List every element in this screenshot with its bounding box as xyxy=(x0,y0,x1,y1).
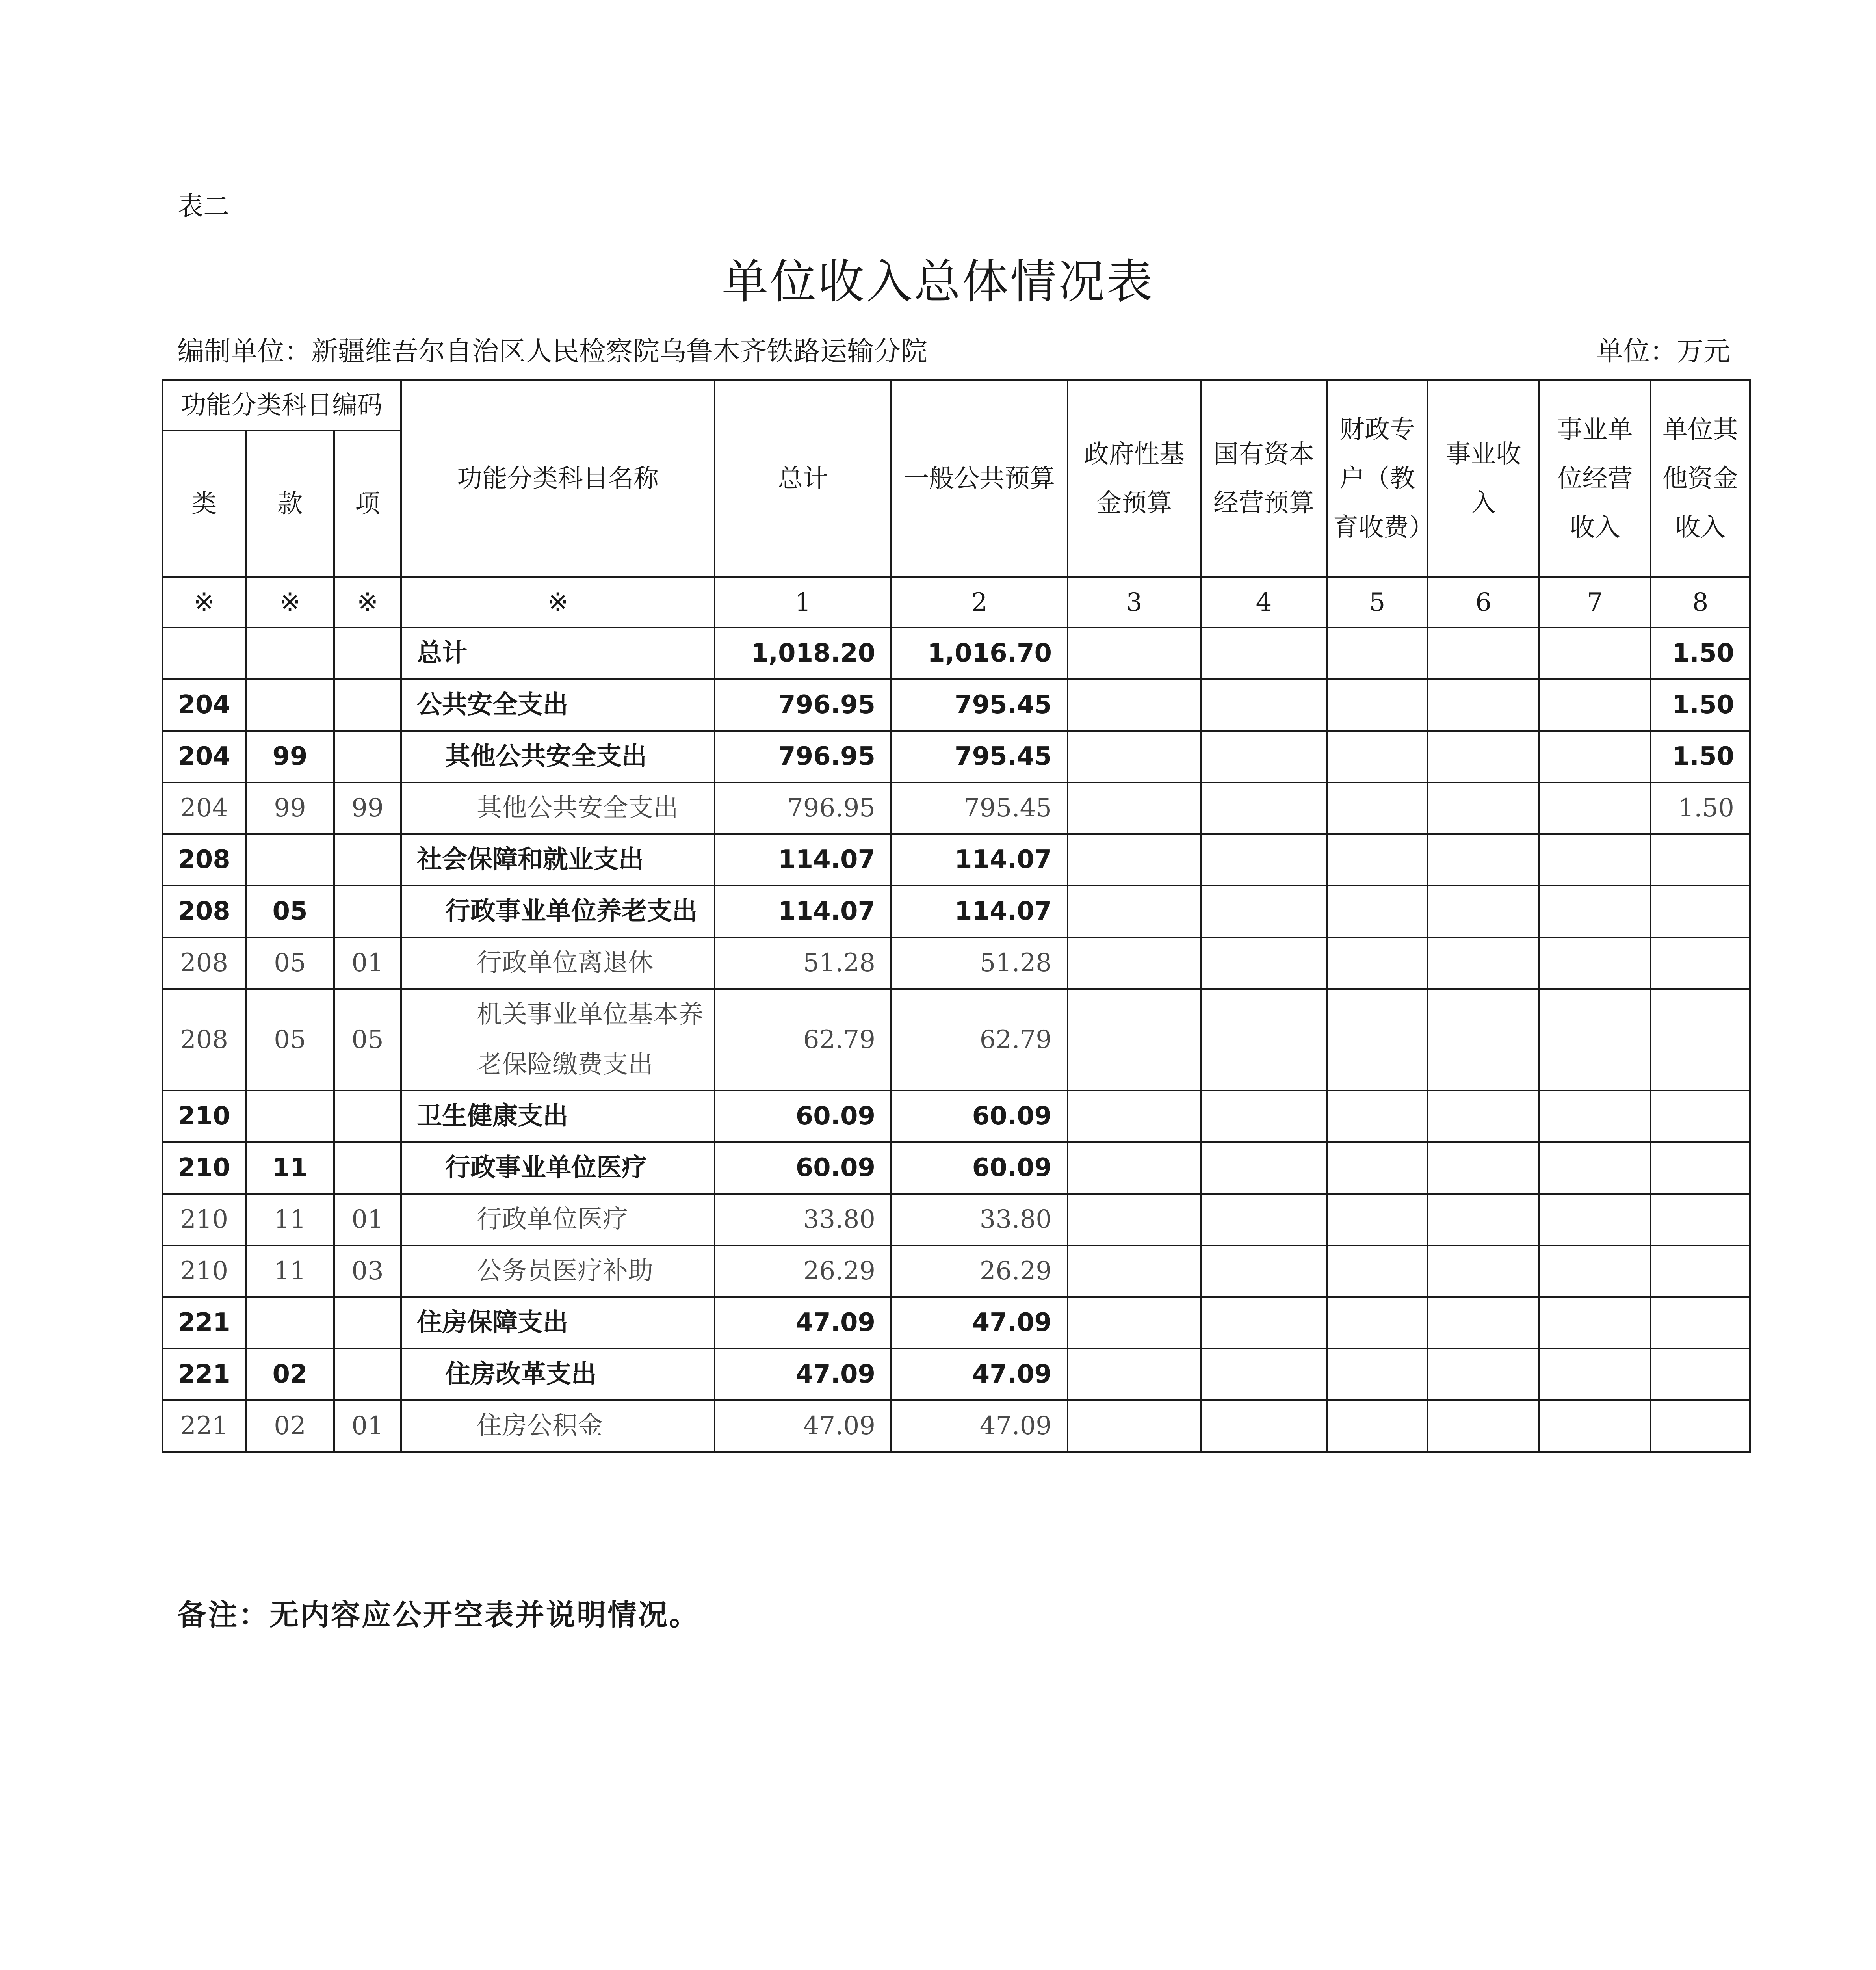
cell-name: 其他公共安全支出 xyxy=(401,731,715,782)
cell-xiang: 03 xyxy=(334,1245,401,1297)
cell-lei: 208 xyxy=(162,989,246,1091)
cell-total: 114.07 xyxy=(715,886,891,937)
cell-xiang xyxy=(334,1297,401,1349)
header-general-budget: 一般公共预算 xyxy=(891,380,1068,577)
header-lei: 类 xyxy=(162,431,246,577)
cell-gov-fund xyxy=(1068,834,1201,886)
table-row xyxy=(162,1194,1750,1245)
cell-kuan xyxy=(246,1091,334,1142)
cell-lei: 210 xyxy=(162,1091,246,1142)
index-cell: 4 xyxy=(1201,577,1327,628)
income-table xyxy=(162,379,1751,1453)
cell-name: 卫生健康支出 xyxy=(401,1091,715,1142)
cell-total: 796.95 xyxy=(715,679,891,731)
header-xiang: 项 xyxy=(334,431,401,577)
cell-fiscal-special xyxy=(1327,1297,1428,1349)
cell-other xyxy=(1651,1142,1750,1194)
cell-name: 总计 xyxy=(401,628,715,679)
unit-line: 单位：万元 xyxy=(1596,336,1730,367)
cell-kuan: 05 xyxy=(246,937,334,989)
page-title: 单位收入总体情况表 xyxy=(721,255,1154,309)
cell-kuan: 99 xyxy=(246,731,334,782)
header-code-group: 功能分类科目编码 xyxy=(162,380,401,431)
cell-general: 60.09 xyxy=(891,1142,1068,1194)
cell-state-capital xyxy=(1201,1194,1327,1245)
cell-name: 住房公积金 xyxy=(401,1400,715,1452)
cell-fiscal-special xyxy=(1327,937,1428,989)
table-row xyxy=(162,782,1750,834)
cell-business-op xyxy=(1539,886,1651,937)
cell-kuan: 11 xyxy=(246,1194,334,1245)
cell-state-capital xyxy=(1201,1091,1327,1142)
cell-xiang xyxy=(334,1091,401,1142)
index-cell: ※ xyxy=(246,577,334,628)
cell-kuan xyxy=(246,834,334,886)
cell-fiscal-special xyxy=(1327,886,1428,937)
table-header xyxy=(162,380,1750,628)
cell-gov-fund xyxy=(1068,886,1201,937)
cell-general: 795.45 xyxy=(891,731,1068,782)
cell-gov-fund xyxy=(1068,989,1201,1091)
table-row xyxy=(162,1245,1750,1297)
cell-total: 114.07 xyxy=(715,834,891,886)
header-total: 总计 xyxy=(715,380,891,577)
cell-lei: 208 xyxy=(162,886,246,937)
cell-business-income xyxy=(1428,989,1539,1091)
cell-business-op xyxy=(1539,1142,1651,1194)
table-row xyxy=(162,1142,1750,1194)
cell-business-income xyxy=(1428,679,1539,731)
cell-fiscal-special xyxy=(1327,1142,1428,1194)
cell-business-op xyxy=(1539,782,1651,834)
cell-general: 114.07 xyxy=(891,886,1068,937)
cell-total: 796.95 xyxy=(715,782,891,834)
cell-other: 1.50 xyxy=(1651,679,1750,731)
cell-general: 1,016.70 xyxy=(891,628,1068,679)
cell-name: 行政单位医疗 xyxy=(401,1194,715,1245)
cell-lei: 210 xyxy=(162,1194,246,1245)
cell-fiscal-special xyxy=(1327,731,1428,782)
cell-other xyxy=(1651,989,1750,1091)
cell-state-capital xyxy=(1201,782,1327,834)
cell-name: 机关事业单位基本养老保险缴费支出 xyxy=(401,989,715,1091)
cell-name: 公共安全支出 xyxy=(401,679,715,731)
table-row xyxy=(162,886,1750,937)
cell-lei: 210 xyxy=(162,1142,246,1194)
cell-total: 51.28 xyxy=(715,937,891,989)
index-row xyxy=(162,577,1750,628)
cell-name: 其他公共安全支出 xyxy=(401,782,715,834)
header-business-operation: 事业单位经营收入 xyxy=(1539,380,1651,577)
cell-business-op xyxy=(1539,1194,1651,1245)
cell-lei: 208 xyxy=(162,834,246,886)
cell-fiscal-special xyxy=(1327,1349,1428,1400)
cell-kuan: 05 xyxy=(246,989,334,1091)
table-body xyxy=(162,628,1750,1452)
cell-business-op xyxy=(1539,1349,1651,1400)
cell-gov-fund xyxy=(1068,937,1201,989)
cell-general: 795.45 xyxy=(891,782,1068,834)
cell-total: 33.80 xyxy=(715,1194,891,1245)
header-other-income: 单位其他资金收入 xyxy=(1651,380,1750,577)
cell-lei: 208 xyxy=(162,937,246,989)
cell-name: 社会保障和就业支出 xyxy=(401,834,715,886)
cell-other xyxy=(1651,937,1750,989)
cell-business-op xyxy=(1539,834,1651,886)
cell-other: 1.50 xyxy=(1651,782,1750,834)
cell-xiang: 05 xyxy=(334,989,401,1091)
cell-business-income xyxy=(1428,1349,1539,1400)
cell-lei: 204 xyxy=(162,679,246,731)
index-cell: ※ xyxy=(401,577,715,628)
cell-lei: 221 xyxy=(162,1349,246,1400)
cell-name: 住房保障支出 xyxy=(401,1297,715,1349)
cell-lei: 204 xyxy=(162,731,246,782)
cell-business-income xyxy=(1428,782,1539,834)
cell-xiang: 99 xyxy=(334,782,401,834)
cell-fiscal-special xyxy=(1327,1400,1428,1452)
cell-business-income xyxy=(1428,1142,1539,1194)
cell-xiang xyxy=(334,628,401,679)
index-cell: 5 xyxy=(1327,577,1428,628)
header-gov-fund: 政府性基金预算 xyxy=(1068,380,1201,577)
table-row xyxy=(162,1349,1750,1400)
cell-gov-fund xyxy=(1068,1194,1201,1245)
cell-other: 1.50 xyxy=(1651,731,1750,782)
cell-xiang: 01 xyxy=(334,937,401,989)
note: 备注：无内容应公开空表并说明情况。 xyxy=(177,1598,700,1632)
table-row xyxy=(162,679,1750,731)
cell-kuan xyxy=(246,628,334,679)
cell-gov-fund xyxy=(1068,679,1201,731)
cell-state-capital xyxy=(1201,989,1327,1091)
cell-xiang xyxy=(334,886,401,937)
index-cell: ※ xyxy=(162,577,246,628)
cell-kuan: 11 xyxy=(246,1142,334,1194)
cell-business-op xyxy=(1539,679,1651,731)
cell-lei: 221 xyxy=(162,1297,246,1349)
index-cell: 3 xyxy=(1068,577,1201,628)
cell-other xyxy=(1651,834,1750,886)
cell-lei: 221 xyxy=(162,1400,246,1452)
cell-state-capital xyxy=(1201,1400,1327,1452)
cell-business-op xyxy=(1539,989,1651,1091)
index-cell: 1 xyxy=(715,577,891,628)
cell-general: 795.45 xyxy=(891,679,1068,731)
cell-business-income xyxy=(1428,1297,1539,1349)
cell-business-op xyxy=(1539,1091,1651,1142)
cell-state-capital xyxy=(1201,1349,1327,1400)
header-state-capital: 国有资本经营预算 xyxy=(1201,380,1327,577)
cell-state-capital xyxy=(1201,834,1327,886)
cell-other xyxy=(1651,1297,1750,1349)
cell-total: 47.09 xyxy=(715,1349,891,1400)
cell-total: 47.09 xyxy=(715,1297,891,1349)
cell-other xyxy=(1651,886,1750,937)
cell-general: 114.07 xyxy=(891,834,1068,886)
cell-xiang xyxy=(334,731,401,782)
cell-gov-fund xyxy=(1068,1349,1201,1400)
cell-gov-fund xyxy=(1068,782,1201,834)
index-cell: 2 xyxy=(891,577,1068,628)
cell-xiang: 01 xyxy=(334,1194,401,1245)
index-cell: 6 xyxy=(1428,577,1539,628)
cell-state-capital xyxy=(1201,1142,1327,1194)
cell-fiscal-special xyxy=(1327,1245,1428,1297)
cell-gov-fund xyxy=(1068,628,1201,679)
cell-kuan: 02 xyxy=(246,1349,334,1400)
cell-xiang xyxy=(334,1142,401,1194)
cell-lei: 210 xyxy=(162,1245,246,1297)
cell-general: 26.29 xyxy=(891,1245,1068,1297)
cell-total: 796.95 xyxy=(715,731,891,782)
cell-business-op xyxy=(1539,1245,1651,1297)
cell-state-capital xyxy=(1201,1245,1327,1297)
cell-fiscal-special xyxy=(1327,628,1428,679)
cell-gov-fund xyxy=(1068,1400,1201,1452)
cell-state-capital xyxy=(1201,731,1327,782)
cell-total: 26.29 xyxy=(715,1245,891,1297)
cell-lei: 204 xyxy=(162,782,246,834)
cell-gov-fund xyxy=(1068,1142,1201,1194)
cell-business-op xyxy=(1539,1400,1651,1452)
cell-other xyxy=(1651,1245,1750,1297)
cell-other: 1.50 xyxy=(1651,628,1750,679)
table-row xyxy=(162,1400,1750,1452)
cell-general: 47.09 xyxy=(891,1400,1068,1452)
cell-business-income xyxy=(1428,834,1539,886)
cell-general: 47.09 xyxy=(891,1297,1068,1349)
cell-business-income xyxy=(1428,937,1539,989)
cell-other xyxy=(1651,1349,1750,1400)
cell-gov-fund xyxy=(1068,1297,1201,1349)
cell-state-capital xyxy=(1201,886,1327,937)
cell-name: 公务员医疗补助 xyxy=(401,1245,715,1297)
cell-general: 62.79 xyxy=(891,989,1068,1091)
cell-general: 60.09 xyxy=(891,1091,1068,1142)
cell-xiang xyxy=(334,834,401,886)
cell-state-capital xyxy=(1201,679,1327,731)
cell-total: 60.09 xyxy=(715,1142,891,1194)
header-fiscal-special: 财政专户（教育收费） xyxy=(1327,380,1428,577)
cell-kuan: 11 xyxy=(246,1245,334,1297)
cell-state-capital xyxy=(1201,1297,1327,1349)
cell-other xyxy=(1651,1400,1750,1452)
cell-business-income xyxy=(1428,886,1539,937)
org-line: 编制单位：新疆维吾尔自治区人民检察院乌鲁木齐铁路运输分院 xyxy=(177,336,928,367)
cell-name: 行政单位离退休 xyxy=(401,937,715,989)
cell-kuan xyxy=(246,1297,334,1349)
cell-other xyxy=(1651,1091,1750,1142)
cell-kuan: 05 xyxy=(246,886,334,937)
table-row xyxy=(162,1091,1750,1142)
cell-total: 60.09 xyxy=(715,1091,891,1142)
cell-name: 住房改革支出 xyxy=(401,1349,715,1400)
cell-business-income xyxy=(1428,628,1539,679)
cell-fiscal-special xyxy=(1327,989,1428,1091)
table-row xyxy=(162,628,1750,679)
cell-fiscal-special xyxy=(1327,834,1428,886)
cell-business-income xyxy=(1428,1091,1539,1142)
cell-gov-fund xyxy=(1068,1245,1201,1297)
cell-xiang: 01 xyxy=(334,1400,401,1452)
cell-business-income xyxy=(1428,1400,1539,1452)
cell-name: 行政事业单位医疗 xyxy=(401,1142,715,1194)
cell-business-income xyxy=(1428,1245,1539,1297)
index-cell: 7 xyxy=(1539,577,1651,628)
cell-kuan: 02 xyxy=(246,1400,334,1452)
cell-state-capital xyxy=(1201,937,1327,989)
header-business-income: 事业收入 xyxy=(1428,380,1539,577)
header-name: 功能分类科目名称 xyxy=(401,380,715,577)
cell-lei xyxy=(162,628,246,679)
cell-fiscal-special xyxy=(1327,1091,1428,1142)
cell-business-op xyxy=(1539,731,1651,782)
table-row xyxy=(162,989,1750,1091)
cell-fiscal-special xyxy=(1327,782,1428,834)
cell-general: 47.09 xyxy=(891,1349,1068,1400)
cell-name: 行政事业单位养老支出 xyxy=(401,886,715,937)
index-cell: ※ xyxy=(334,577,401,628)
cell-total: 47.09 xyxy=(715,1400,891,1452)
table-label: 表二 xyxy=(177,191,229,221)
cell-general: 51.28 xyxy=(891,937,1068,989)
table-row xyxy=(162,731,1750,782)
cell-fiscal-special xyxy=(1327,679,1428,731)
cell-gov-fund xyxy=(1068,731,1201,782)
table-row xyxy=(162,834,1750,886)
cell-business-op xyxy=(1539,1297,1651,1349)
cell-xiang xyxy=(334,679,401,731)
cell-kuan: 99 xyxy=(246,782,334,834)
cell-other xyxy=(1651,1194,1750,1245)
cell-gov-fund xyxy=(1068,1091,1201,1142)
cell-business-op xyxy=(1539,937,1651,989)
cell-fiscal-special xyxy=(1327,1194,1428,1245)
cell-state-capital xyxy=(1201,628,1327,679)
cell-kuan xyxy=(246,679,334,731)
index-cell: 8 xyxy=(1651,577,1750,628)
cell-total: 1,018.20 xyxy=(715,628,891,679)
header-kuan: 款 xyxy=(246,431,334,577)
cell-business-income xyxy=(1428,1194,1539,1245)
table-row xyxy=(162,1297,1750,1349)
cell-general: 33.80 xyxy=(891,1194,1068,1245)
cell-xiang xyxy=(334,1349,401,1400)
cell-business-op xyxy=(1539,628,1651,679)
cell-total: 62.79 xyxy=(715,989,891,1091)
cell-business-income xyxy=(1428,731,1539,782)
table-row xyxy=(162,937,1750,989)
